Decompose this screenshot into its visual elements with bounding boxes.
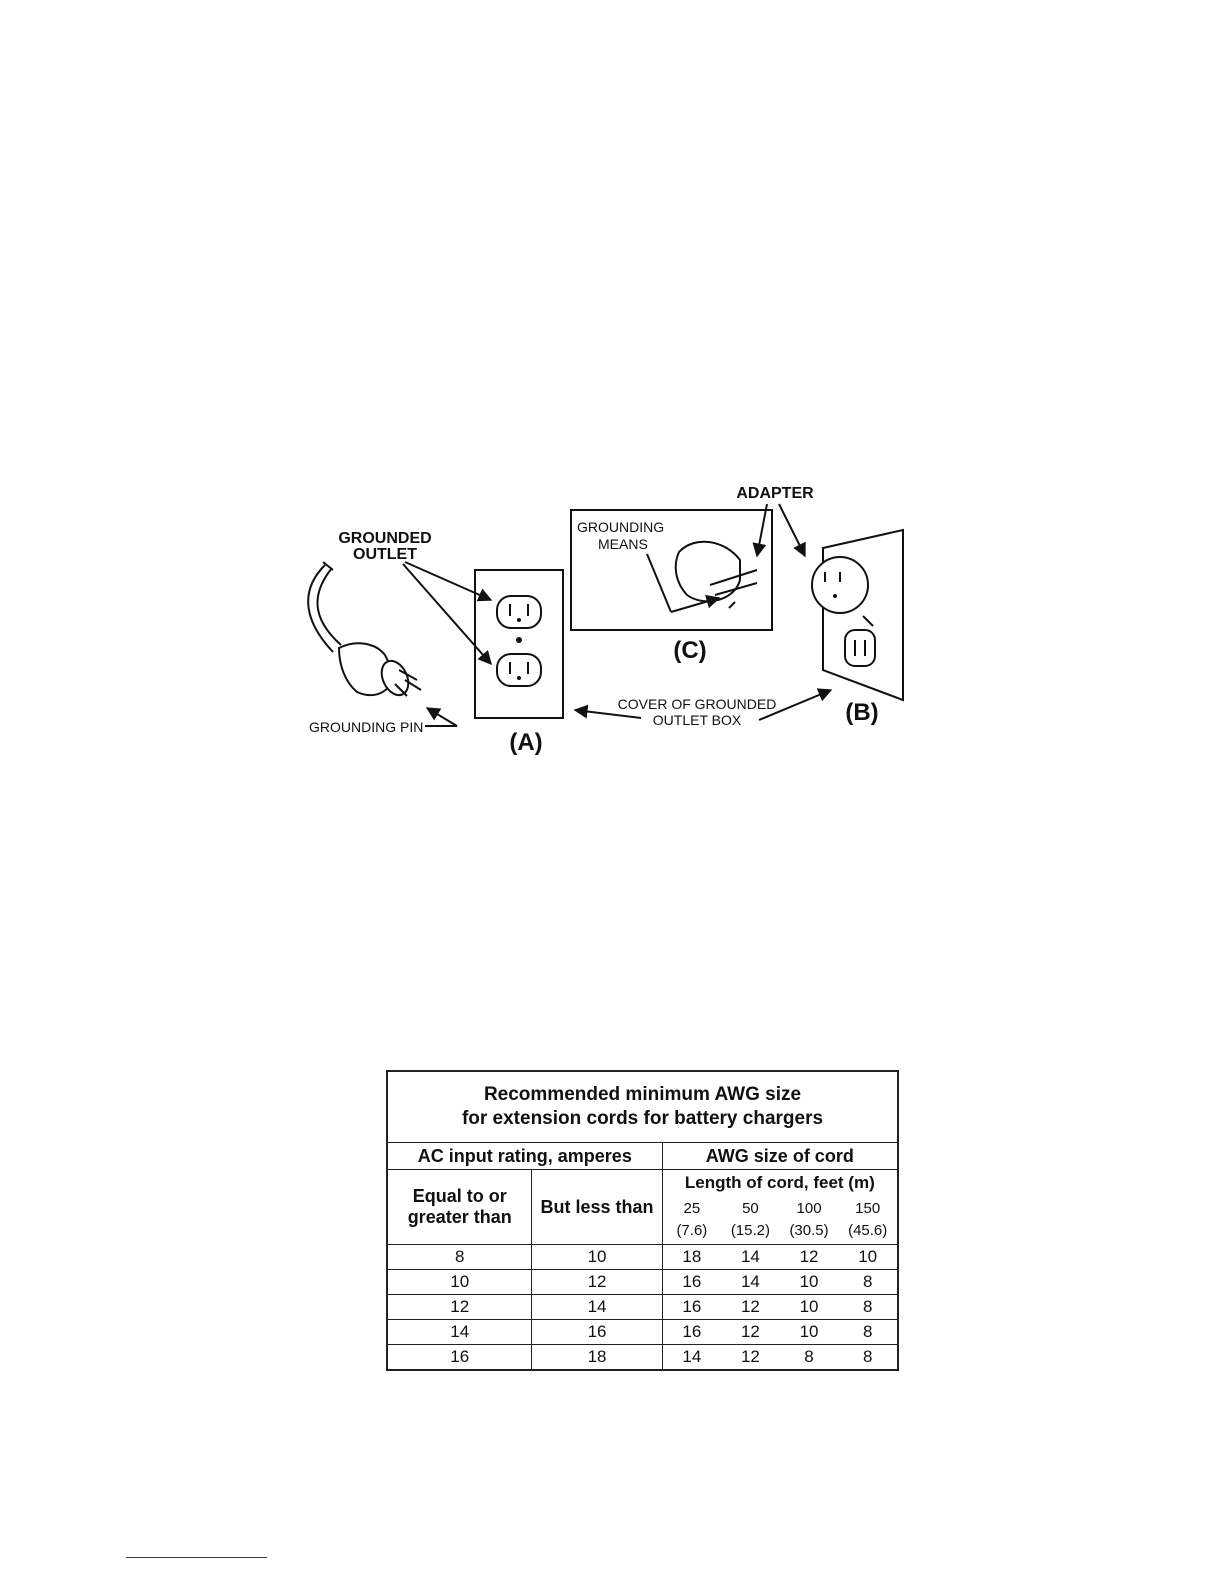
table-cell: 10 [838,1245,898,1270]
grounded-outlet-icon [475,570,563,718]
table-cell: 12 [387,1295,532,1320]
table-cell: 14 [721,1245,780,1270]
table-row [387,1320,898,1345]
table-row [387,1345,898,1371]
table-cell: 10 [780,1270,839,1295]
adapter-label: ADAPTER [736,485,814,502]
grounding-means-label-1: GROUNDING [577,519,665,535]
table-cell: 14 [387,1320,532,1345]
table-cell: 10 [780,1320,839,1345]
table-cell: 18 [662,1245,721,1270]
length-col-150: 150 (45.6) [838,1196,898,1245]
table-row [387,1245,898,1270]
col-min-header [387,1170,532,1245]
table-cell: 18 [532,1345,662,1371]
table-cell: 16 [662,1270,721,1295]
awg-size-table [386,1070,899,1371]
grounded-outlet-label-2: OUTLET [353,546,417,563]
table-row [387,1295,898,1320]
col-min-header-line-2: greater than [407,1207,512,1227]
table-cell: 14 [532,1295,662,1320]
table-cell: 16 [662,1295,721,1320]
table-cell: 10 [387,1270,532,1295]
footnote-divider [126,1557,267,1558]
table-cell: 8 [387,1245,532,1270]
wall-plate-icon [812,530,903,700]
cover-label-1: COVER OF GROUNDED [617,696,777,712]
table-title [387,1071,898,1143]
table-cell: 16 [532,1320,662,1345]
table-cell: 16 [387,1345,532,1371]
table-cell: 16 [662,1320,721,1345]
table-cell: 12 [721,1345,780,1371]
table-cell: 14 [662,1345,721,1371]
table-cell: 12 [780,1245,839,1270]
table-cell: 8 [838,1295,898,1320]
table-row [387,1270,898,1295]
figure-label-c: (C) [673,637,707,664]
length-col-50: 50 (15.2) [721,1196,780,1245]
table-cell: 8 [838,1270,898,1295]
col-max-header: But less than [532,1170,662,1245]
table-title-line-1: Recommended minimum AWG size [483,1084,802,1105]
figure-label-a: (A) [509,729,543,756]
grounded-outlet-label-1: GROUNDED [338,530,432,547]
table-cell: 8 [838,1320,898,1345]
table-cell: 8 [838,1345,898,1371]
grounding-means-label-2: MEANS [598,536,648,552]
figure-label-b: (B) [845,699,879,726]
table-cell: 12 [721,1295,780,1320]
awg-size-header: AWG size of cord [662,1143,898,1170]
col-min-header-line-1: Equal to or [412,1186,507,1206]
table-cell: 8 [780,1345,839,1371]
length-col-100: 100 (30.5) [780,1196,839,1245]
table-cell: 10 [532,1245,662,1270]
grounding-illustration [295,470,915,770]
table-cell: 12 [721,1320,780,1345]
grounding-pin-label: GROUNDING PIN [309,719,424,735]
length-col-25: 25 (7.6) [662,1196,721,1245]
table-cell: 10 [780,1295,839,1320]
cover-label-2: OUTLET BOX [652,712,742,728]
ac-rating-header: AC input rating, amperes [387,1143,662,1170]
plug-icon [308,562,421,699]
table-cell: 12 [532,1270,662,1295]
length-header: Length of cord, feet (m) [662,1170,898,1197]
table-cell: 14 [721,1270,780,1295]
table-title-line-2: for extension cords for battery chargers [461,1108,824,1129]
